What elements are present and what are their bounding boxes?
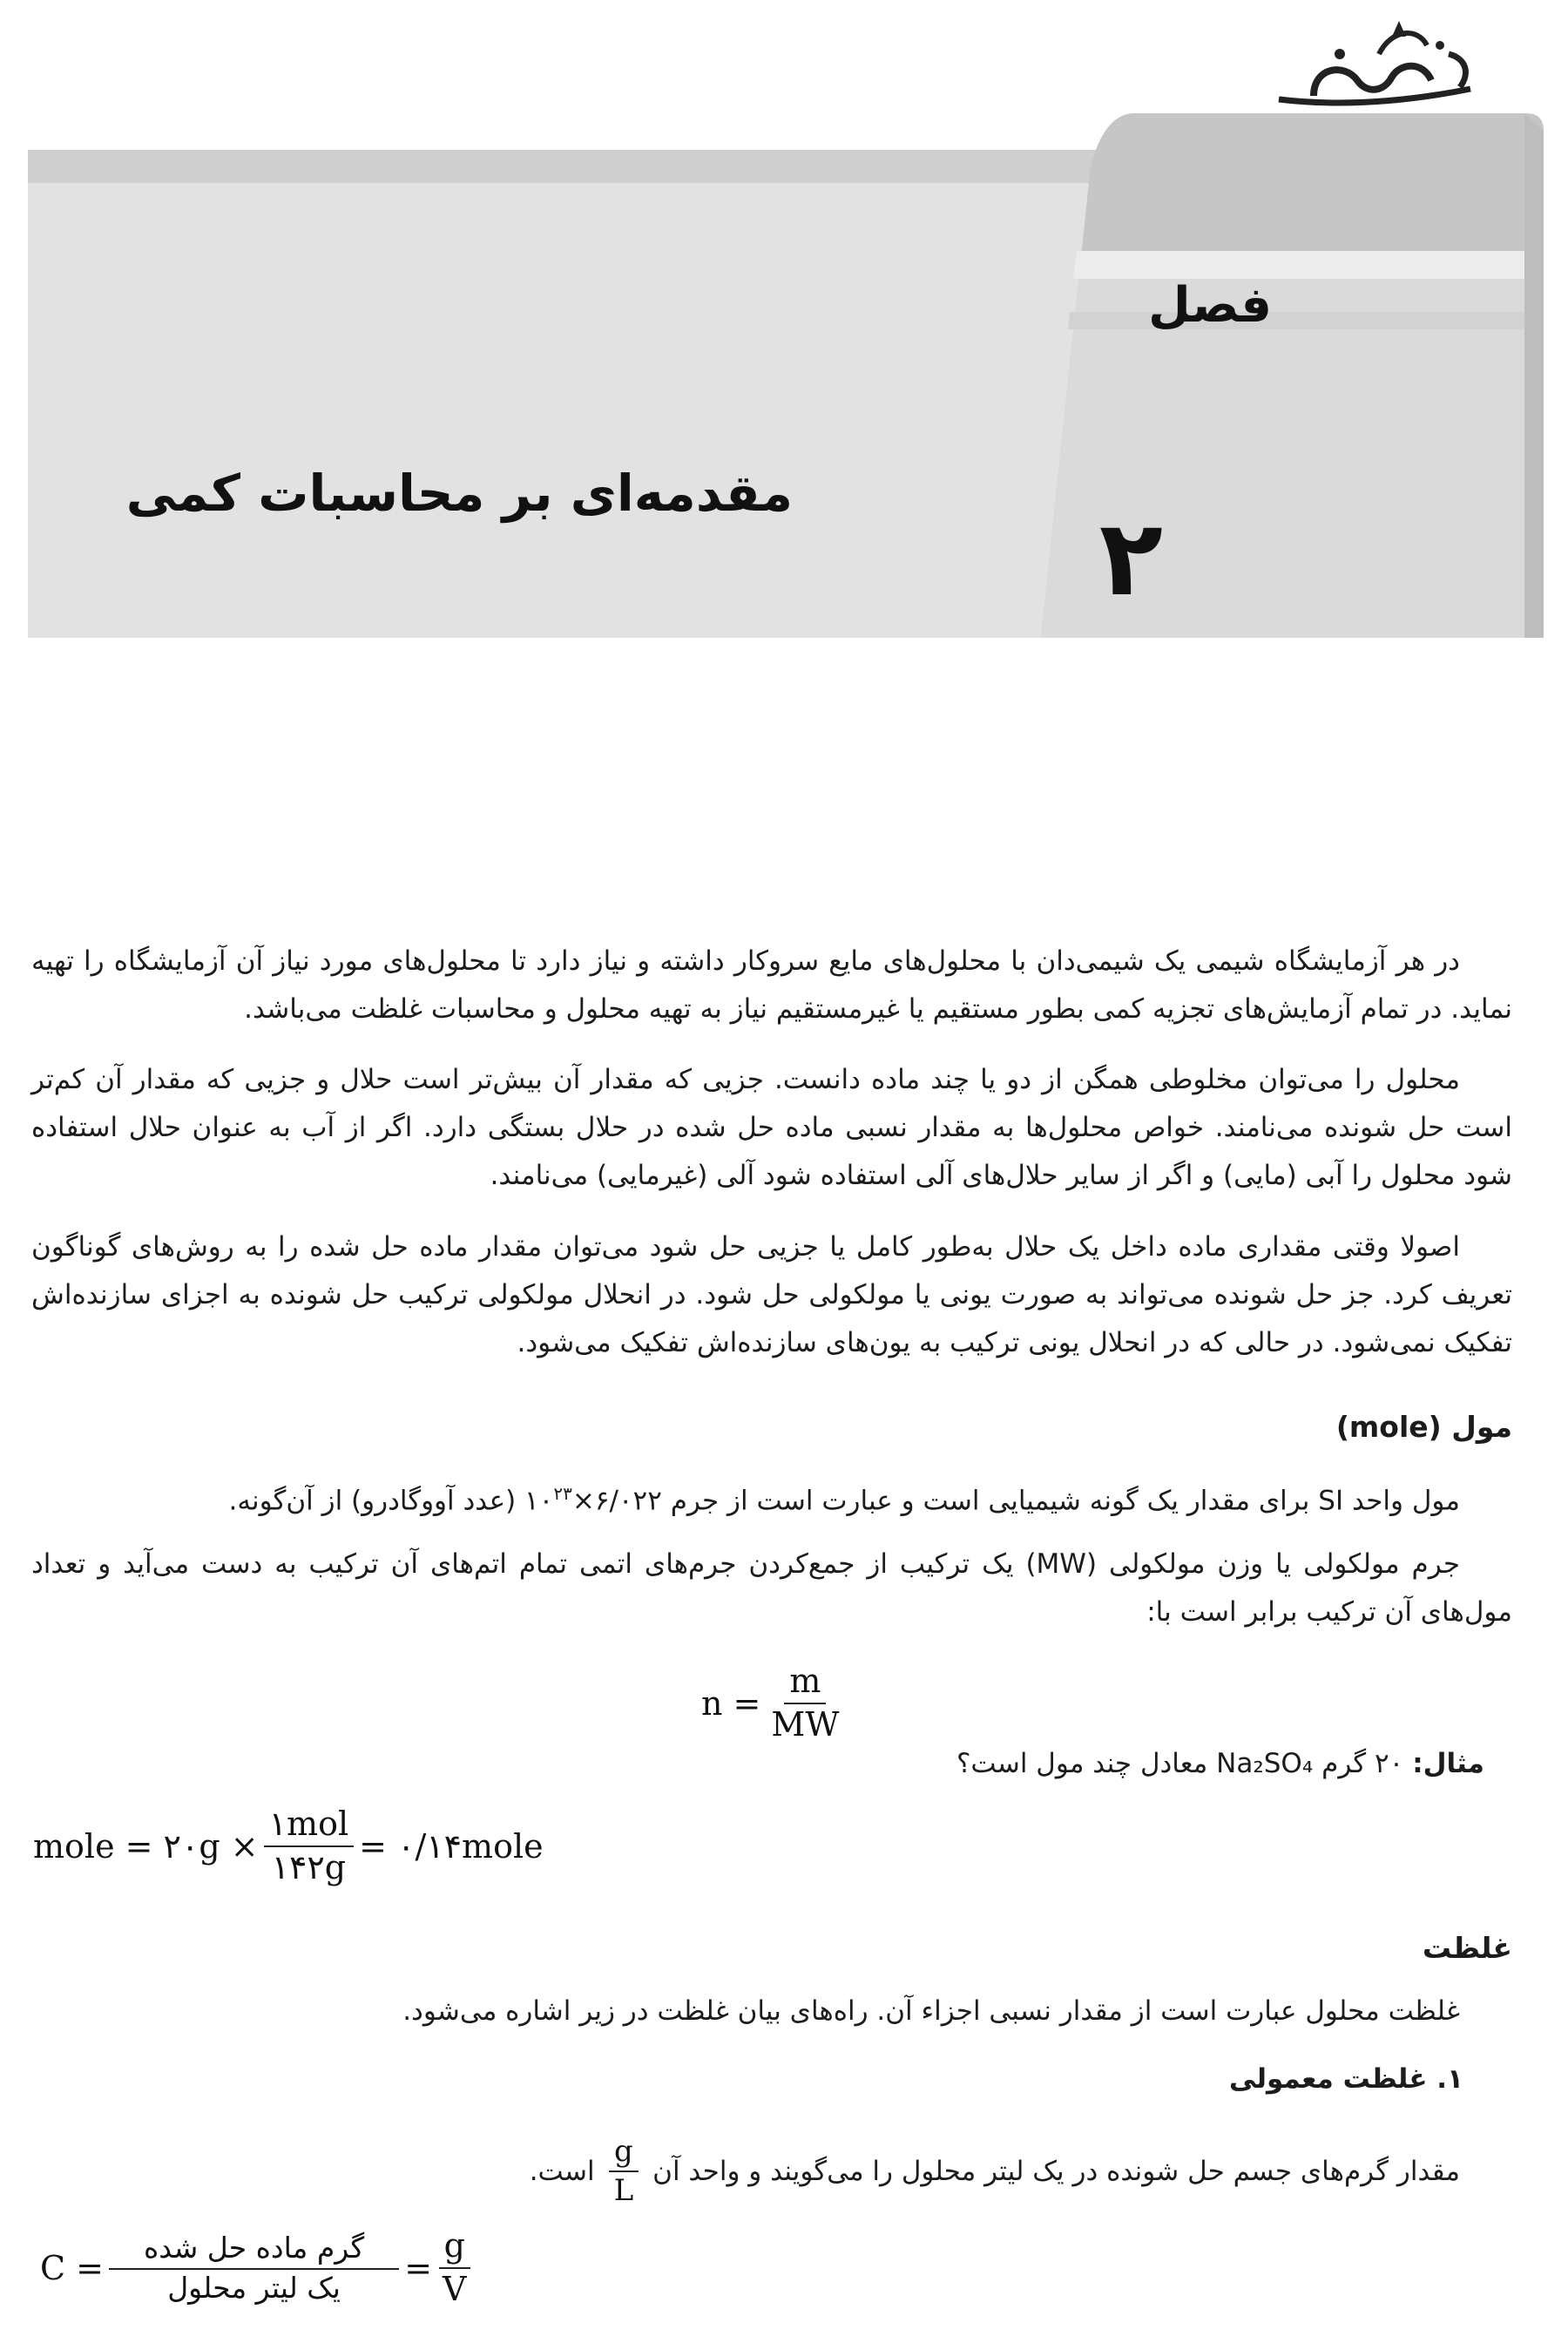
mole-definition [229,1483,1461,1516]
avogadro-exponent: ۲۳ [553,1483,572,1504]
ordinary-concentration-definition [530,2135,1460,2208]
concentration-numerator: گرم ماده حل شده [109,2231,399,2270]
chapter-title: مقدمه‌ای بر محاسبات کمی [125,464,793,523]
unit-fraction [609,2135,639,2208]
ordinary-concentration-tail: است. [529,2156,595,2188]
concentration-unit-denominator: V [443,2269,467,2308]
concentration-denominator: یک لیتر محلول [167,2270,341,2305]
unit-numerator: g [609,2135,639,2172]
publisher-logo-mark [1261,19,1488,110]
example-formula [33,1805,544,1886]
concentration-formula [40,2227,477,2308]
moles-numerator: m [784,1663,826,1704]
moles-formula [701,1663,849,1744]
example-numerator: ۱mol [264,1805,354,1847]
example-formula-lhs: mole = ۲۰g × [33,1826,259,1866]
example-formula-result: = ۰/۱۴mole [359,1826,544,1866]
example-label: مثال: [1412,1748,1484,1779]
unit-denominator: L [613,2173,634,2209]
intro-paragraph: در هر آزمایشگاه شیمی یک شیمی‌دان با محلول‌های مایع سروکار داشته و نیاز دارد تا محلول‌های مورد نیاز آن آزمایشگاه را تهیه نماید. در تمام آزمایش‌های تجزیه کمی بطور مستقیم یا غیرمستقیم نیاز به تهیه محلول و محاسبات غلظت می‌باشد. [31,945,1512,1025]
concentration-definition: غلظت محلول عبارت است از مقدار نسبی اجزاء آن. راه‌های بیان غلظت در زیر اشاره می‌شود. [402,1995,1460,2027]
example-denominator: ۱۴۲g [271,1847,347,1886]
chapter-header [0,105,1568,645]
chapter-banner [0,105,1568,645]
example-fraction [264,1805,354,1886]
solution-paragraph: محلول را می‌توان مخلوطی همگن از دو یا چند ماده دانست. جزیی که مقدار آن بیش‌تر است حلال و جزیی که مقدار آن کم‌تر است حل شونده می‌نامند. خواص محلول‌ها به مقدار نسبی ماده حل شده در حلال بستگی دارد. اگر از آب به عنوان حلال استفاده شود محلول را آبی (مایی) و اگر از سایر حلال‌های آلی استفاده شود آلی (غیرمایی) می‌نامند. [31,1064,1512,1191]
concentration-unit-numerator: g [439,2227,470,2269]
chapter-number: ۲ [1098,498,1163,620]
moles-denominator: MW [771,1704,840,1744]
dissolution-paragraph: اصولا وقتی مقداری ماده داخل یک حلال به‌طور کامل یا جزیی حل شود می‌توان مقدار ماده حل شده را به روش‌های گوناگون تعریف کرد. جز حل شونده می‌تواند به صورت یونی یا مولکولی حل شود. در انحلال مولکولی ترکیب حل شونده به اجزای سازنده‌اش تفکیک نمی‌شود. در حالی که در انحلال یونی ترکیب به یون‌های سازنده‌اش تفکیک می‌شود. [31,1231,1512,1358]
mole-definition-tail: (عدد آووگادرو) از آن‌گونه. [228,1485,525,1517]
example-line [956,1748,1484,1779]
concentration-formula-lhs: C = [40,2248,104,2287]
ordinary-concentration-heading: ۱. غلظت معمولی [1228,2063,1463,2095]
concentration-heading: غلظت [1422,1931,1512,1965]
concentration-unit-fraction [437,2227,471,2308]
concentration-fraction [109,2231,399,2305]
concentration-equals: = [404,2248,433,2287]
example-question: ۲۰ گرم Na₂SO₄ معادل چند مول است؟ [956,1748,1404,1779]
chapter-label: فصل [1148,277,1272,334]
molecular-weight-paragraph: جرم مولکولی یا وزن مولکولی (MW) یک ترکیب از جمع‌کردن جرم‌های اتمی تمام اتم‌های آن ترکیب به دست می‌آید و تعداد مول‌های آن ترکیب برابر است با: [31,1548,1512,1628]
mole-definition-text: مول واحد SI برای مقدار یک گونه شیمیایی است و عبارت است از جرم ۶/۰۲۲×۱۰ [524,1485,1460,1517]
moles-formula-lhs: n = [701,1683,761,1723]
ordinary-concentration-text: مقدار گرم‌های جسم حل شونده در یک لیتر محلول را می‌گویند و واحد آن [652,2156,1460,2188]
mole-heading: مول (mole) [1335,1410,1512,1444]
moles-fraction [766,1663,844,1744]
unit-formula [604,2135,645,2208]
